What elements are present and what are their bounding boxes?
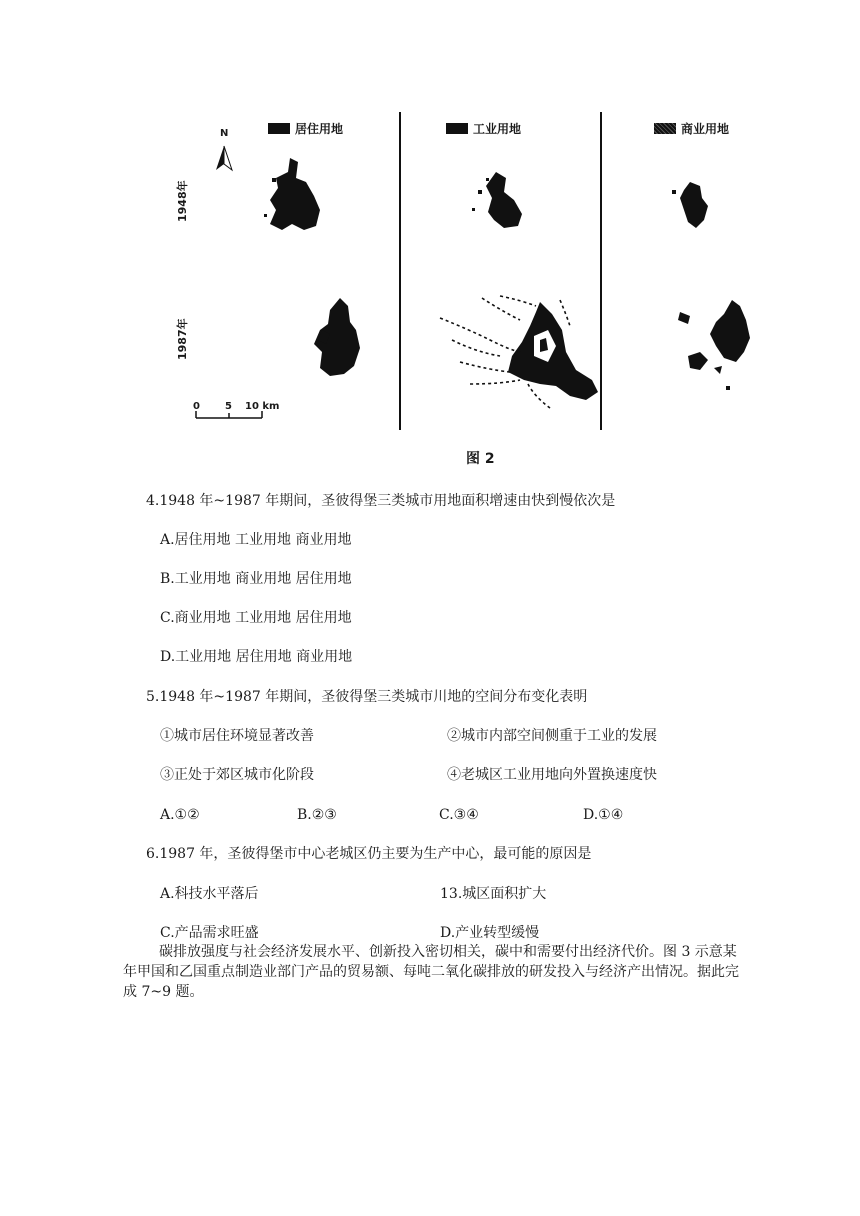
residential-1987-map bbox=[314, 298, 360, 376]
question-5-option-c: C.③④ bbox=[439, 807, 479, 823]
legend-label: 居住用地 bbox=[295, 122, 344, 136]
question-6-option-b: 13.城区面积扩大 bbox=[440, 886, 547, 902]
legend-residential bbox=[268, 120, 343, 137]
question-4-stem: 4.1948 年~1987 年期间，圣彼得堡三类城市用地面积增速由快到慢依次是 bbox=[146, 493, 616, 509]
question-5-option-b: B.②③ bbox=[297, 807, 337, 823]
question-5-option-a: A.①② bbox=[160, 807, 200, 823]
year-label-1987: 1987年 bbox=[176, 318, 189, 360]
legend-commercial bbox=[654, 120, 729, 137]
question-5-option-d: D.①④ bbox=[583, 807, 624, 823]
industrial-1948-map bbox=[472, 172, 522, 228]
question-4-option-d: D.工业用地 居住用地 商业用地 bbox=[160, 649, 353, 665]
figure-caption: 图 2 bbox=[466, 451, 495, 467]
question-5-statement-1: ①城市居住环境显著改善 bbox=[160, 728, 314, 744]
year-label-1948: 1948年 bbox=[176, 180, 189, 222]
question-5-statement-4: ④老城区工业用地向外置换速度快 bbox=[447, 767, 657, 783]
scale-tick-10km: 10 km bbox=[245, 401, 280, 412]
legend-industrial bbox=[446, 120, 521, 137]
question-4-option-a: A.居住用地 工业用地 商业用地 bbox=[160, 532, 352, 548]
north-label: N bbox=[220, 128, 229, 139]
legend-label: 商业用地 bbox=[681, 122, 730, 136]
dotted-black-swatch-icon bbox=[654, 123, 676, 134]
figure-2-land-use-maps bbox=[0, 0, 860, 470]
north-arrow-icon bbox=[216, 146, 232, 170]
solid-black-swatch-icon bbox=[446, 123, 468, 134]
passage-paragraph: 碳排放强度与社会经济发展水平、创新投入密切相关，碳中和需要付出经济代价。图 3 示意某年甲国和乙国重点制造业部门产品的贸易额、每吨二氧化碳排放的研发投入与经济产出情况。据此完成 7~9 题。 bbox=[123, 944, 739, 1000]
solid-black-swatch-icon bbox=[268, 123, 290, 134]
question-6-option-c: C.产品需求旺盛 bbox=[160, 925, 259, 941]
commercial-1948-map bbox=[672, 182, 708, 228]
scale-tick-5: 5 bbox=[225, 401, 232, 412]
question-6-option-a: A.科技水平落后 bbox=[160, 886, 259, 902]
residential-1948-map bbox=[264, 158, 320, 230]
question-5-statement-2: ②城市内部空间侧重于工业的发展 bbox=[447, 728, 657, 744]
question-5-stem: 5.1948 年~1987 年期间，圣彼得堡三类城市川地的空间分布变化表明 bbox=[146, 689, 588, 705]
scale-bar-icon bbox=[196, 411, 262, 418]
question-4-option-c: C.商业用地 工业用地 居住用地 bbox=[160, 610, 352, 626]
industrial-1987-map bbox=[440, 296, 598, 408]
legend-label: 工业用地 bbox=[473, 122, 522, 136]
question-6-option-d: D.产业转型缓慢 bbox=[440, 925, 540, 941]
commercial-1987-map bbox=[678, 300, 750, 390]
map-panels-graphic bbox=[0, 0, 860, 470]
scale-tick-0: 0 bbox=[193, 401, 200, 412]
question-4-option-b: B.工业用地 商业用地 居住用地 bbox=[160, 571, 352, 587]
question-6-stem: 6.1987 年，圣彼得堡市中心老城区仍主要为生产中心，最可能的原因是 bbox=[146, 846, 592, 862]
question-5-statement-3: ③正处于郊区城市化阶段 bbox=[160, 767, 314, 783]
